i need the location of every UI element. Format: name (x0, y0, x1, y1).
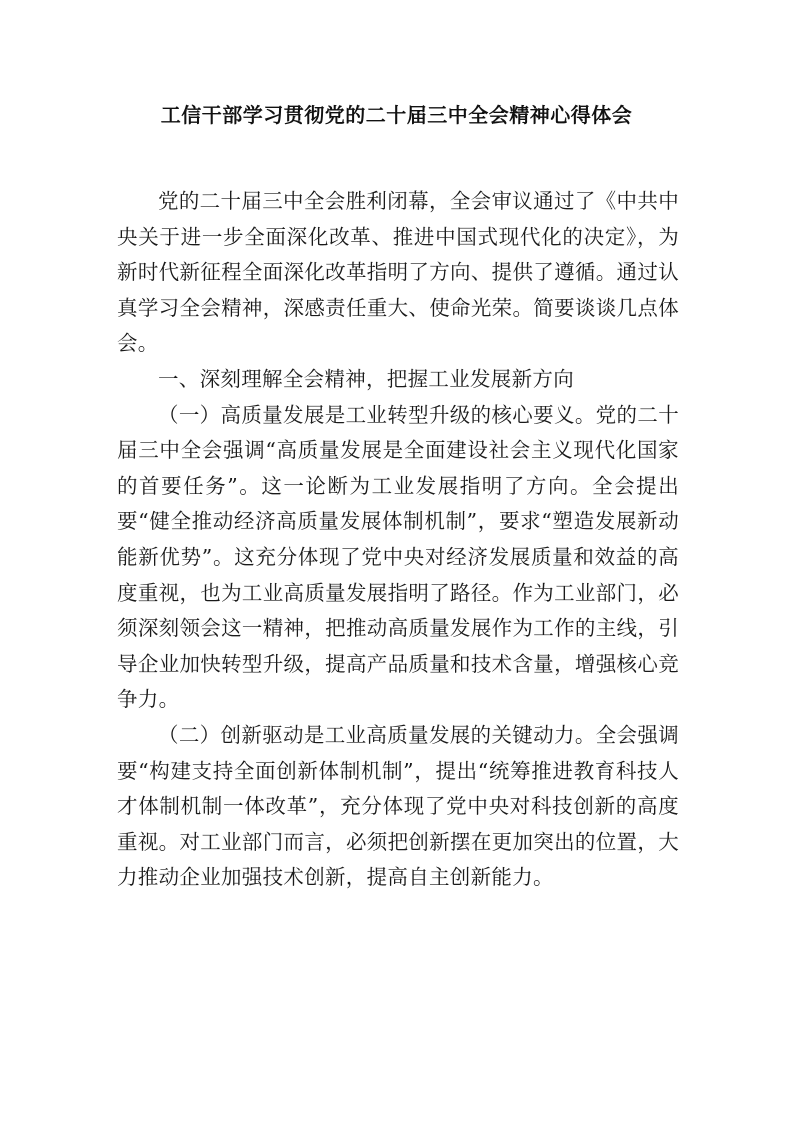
paragraph-point-1: （一）高质量发展是工业转型升级的核心要义。党的二十届三中全会强调“高质量发展是全面建设社会主义现代化国家的首要任务”。这一论断为工业发展指明了方向。全会提出要“健全推动经济高质量发展体制机制”，要求“塑造发展新动能新优势”。这充分体现了党中央对经济发展质量和效益的高度重视，也为工业高质量发展指明了路径。作为工业部门，必须深刻领会这一精神，把推动高质量发展作为工作的主线，引导企业加快转型升级，提高产品质量和技术含量，增强核心竞争力。 (117, 402, 679, 712)
paragraph-intro: 党的二十届三中全会胜利闭幕，全会审议通过了《中共中央关于进一步全面深化改革、推进中国式现代化的决定》，为新时代新征程全面深化改革指明了方向、提供了遵循。通过认真学习全会精神，深感责任重大、使命光荣。简要谈谈几点体会。 (117, 189, 679, 356)
section-heading-1: 一、深刻理解全会精神，把握工业发展新方向 (158, 366, 574, 391)
paragraph-point-2: （二）创新驱动是工业高质量发展的关键动力。全会强调要“构建支持全面创新体制机制”，提出“统筹推进教育科技人才体制机制一体改革”，充分体现了党中央对科技创新的高度重视。对工业部门而言，必须把创新摆在更加突出的位置，大力推动企业加强技术创新，提高自主创新能力。 (117, 722, 679, 890)
document-body (117, 184, 679, 896)
document-title: 工信干部学习贯彻党的二十届三中全会精神心得体会 (160, 103, 633, 127)
